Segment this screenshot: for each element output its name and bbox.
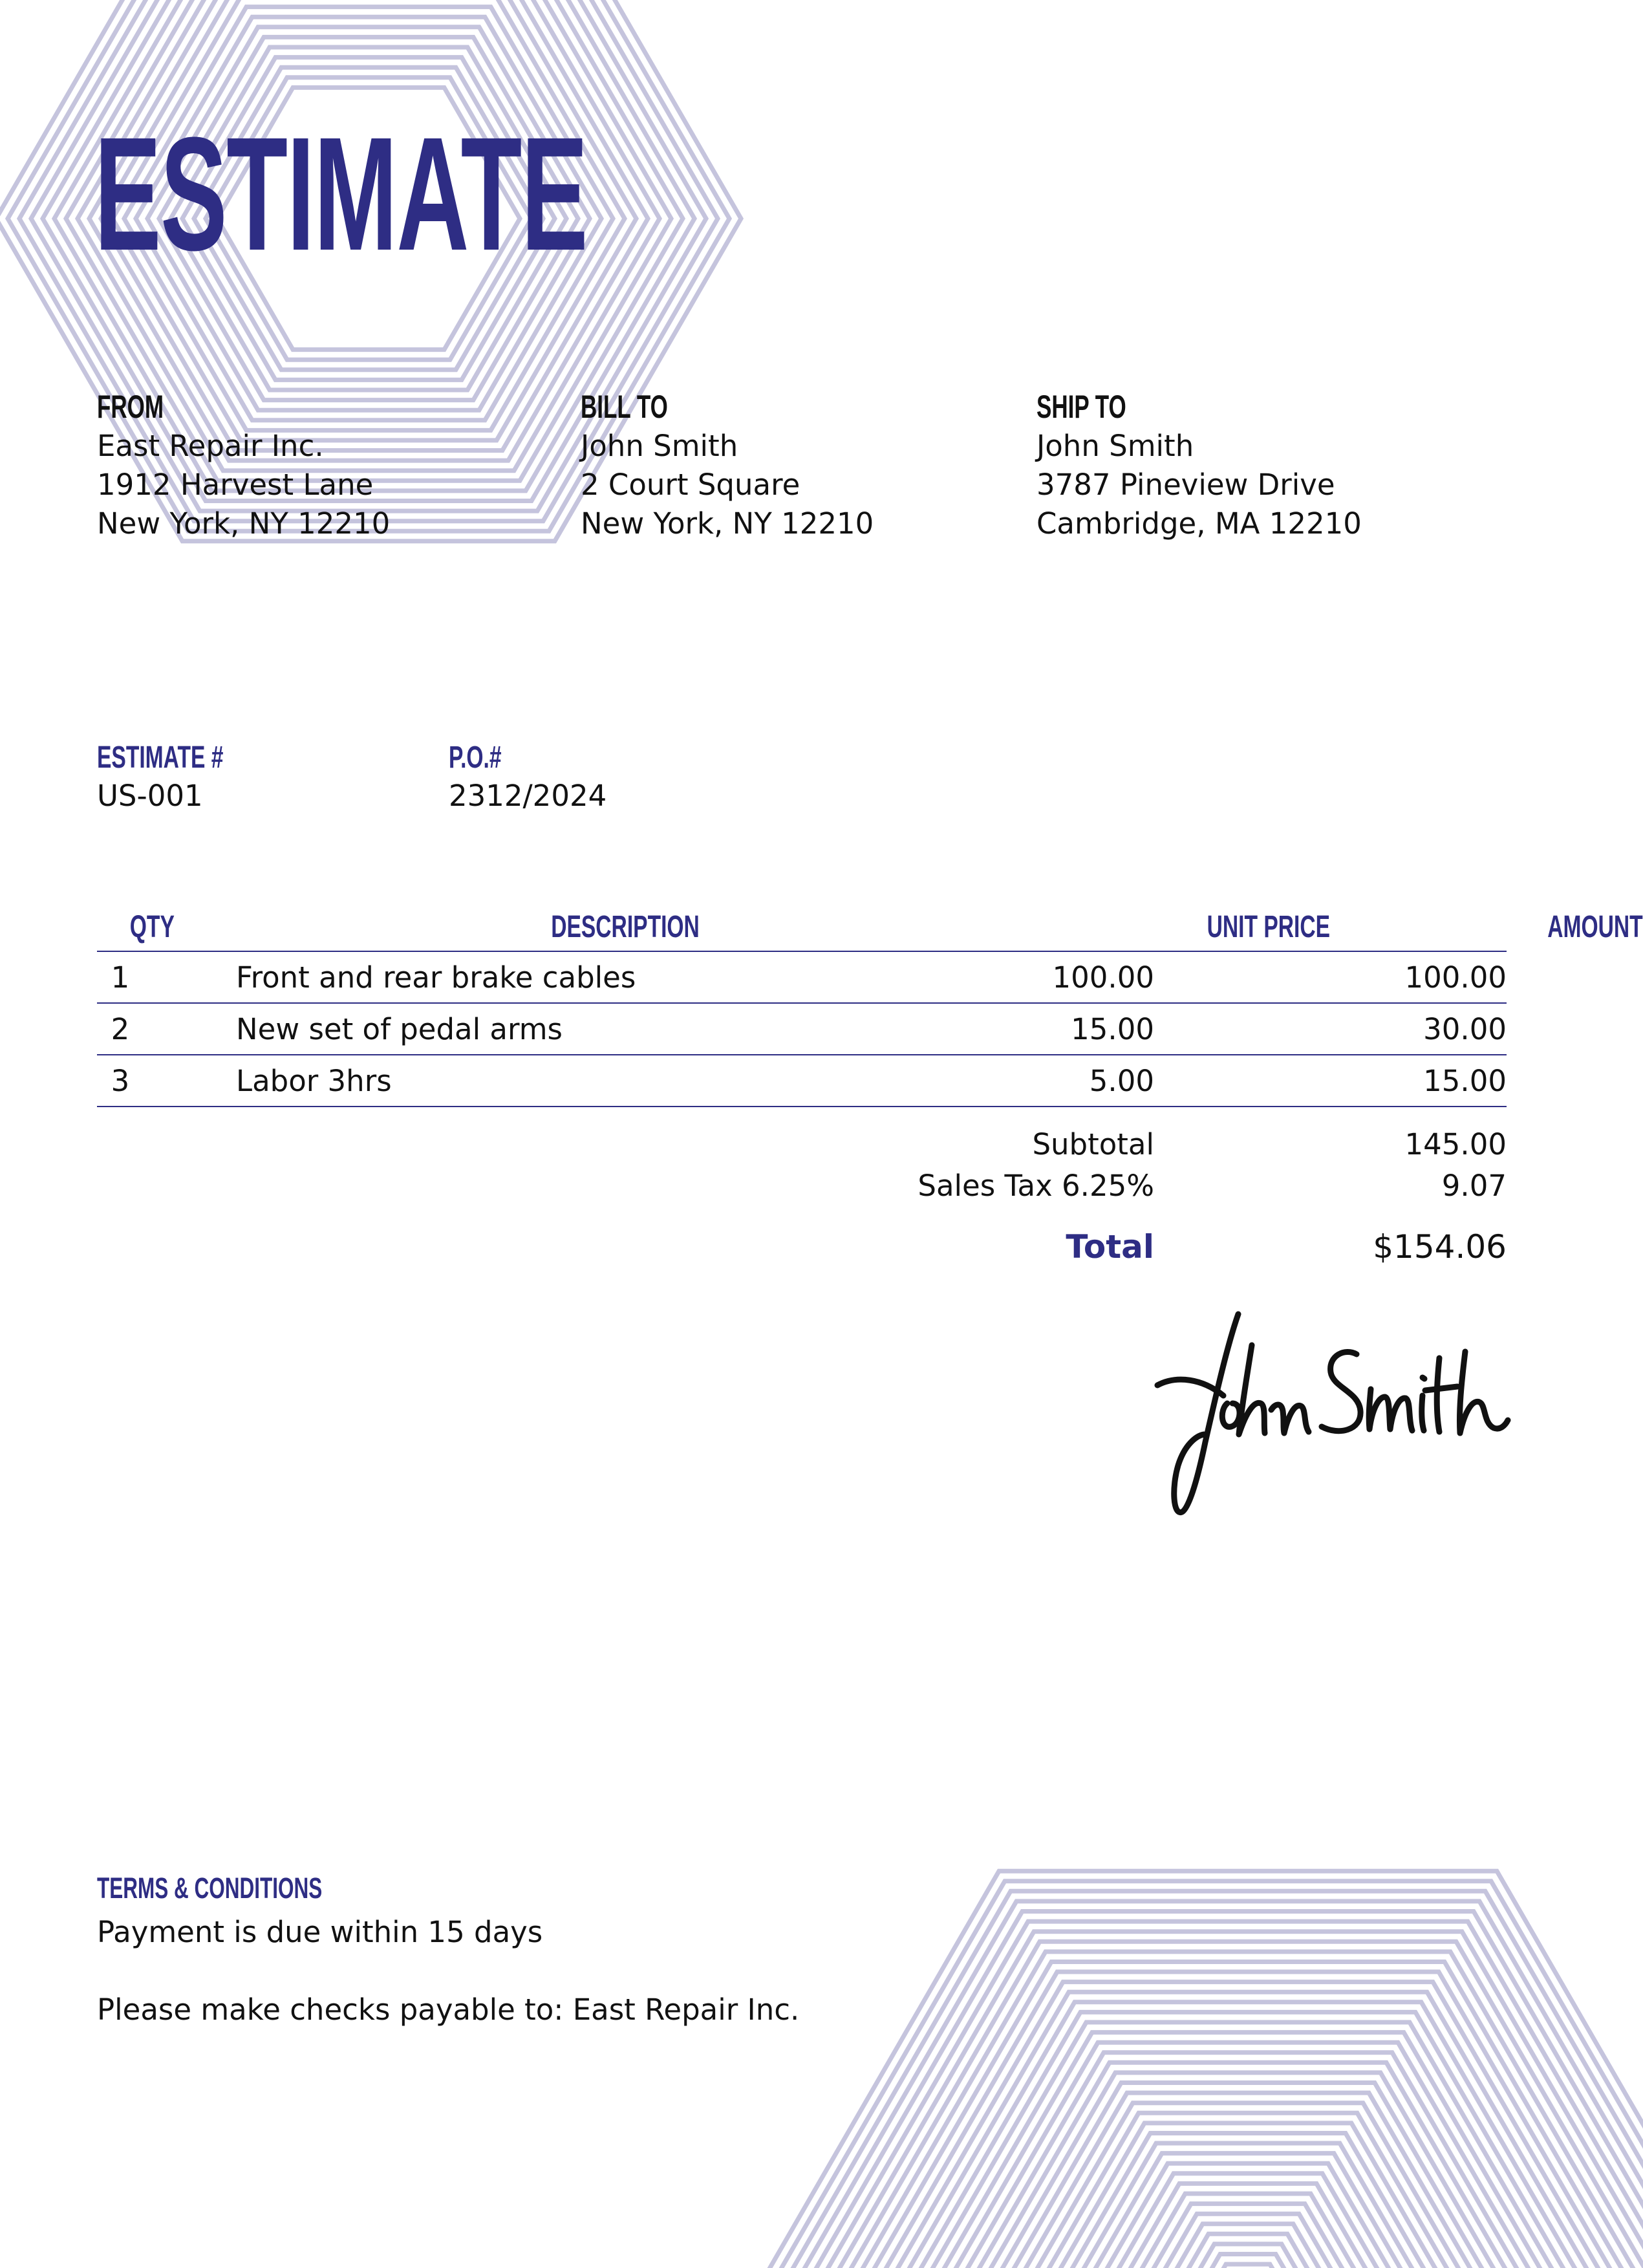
subtotal-value: 145.00 [1404, 1127, 1507, 1161]
from-heading: FROM [97, 389, 164, 425]
table-header [97, 898, 1643, 952]
ship-to-heading: SHIP TO [1036, 389, 1126, 425]
from-line: 1912 Harvest Lane [97, 468, 374, 502]
total-label: Total [1066, 1228, 1154, 1266]
unit-price-cell: 100.00 [1052, 960, 1154, 995]
description-cell: Labor 3hrs [236, 1064, 392, 1098]
terms-block [97, 1869, 799, 2029]
qty-cell: 3 [111, 1064, 130, 1098]
unit-price-column-header: UNIT PRICE [1207, 910, 1331, 944]
po-number-heading: P.O.# [449, 740, 502, 775]
terms-line: Payment is due within 15 days [97, 1915, 543, 1949]
estimate-number-value: US-001 [97, 779, 203, 813]
estimate-number-heading: ESTIMATE # [97, 740, 224, 775]
line-items-table [97, 898, 1643, 1107]
document-title: ESTIMATE [94, 103, 588, 284]
bill-to-line: 2 Court Square [581, 468, 800, 502]
from-block [97, 387, 511, 543]
bill-to-line: John Smith [581, 429, 738, 463]
ship-to-line: 3787 Pineview Drive [1036, 468, 1335, 502]
ship-to-block [1036, 387, 1450, 543]
hexagon-pattern-top [0, 0, 750, 660]
qty-column-header: QTY [129, 910, 175, 944]
ship-to-line: John Smith [1036, 429, 1194, 463]
unit-price-cell: 15.00 [1071, 1012, 1154, 1046]
bill-to-block [581, 387, 994, 543]
amount-column-header: AMOUNT [1547, 910, 1643, 944]
description-column-header: DESCRIPTION [550, 910, 700, 944]
table-row [97, 1055, 1507, 1107]
po-number-block [449, 738, 607, 815]
amount-cell: 30.00 [1423, 1012, 1507, 1046]
handwritten-signature [1151, 1306, 1513, 1526]
estimate-number-block [97, 738, 277, 815]
ship-to-line: Cambridge, MA 12210 [1036, 506, 1362, 541]
terms-heading: TERMS & CONDITIONS [97, 1872, 323, 1905]
table-row [97, 1004, 1507, 1055]
from-line: East Repair Inc. [97, 429, 324, 463]
from-line: New York, NY 12210 [97, 506, 391, 541]
total-value: $154.06 [1373, 1228, 1507, 1266]
description-cell: New set of pedal arms [236, 1012, 563, 1046]
subtotal-label: Subtotal [1032, 1127, 1154, 1161]
bill-to-heading: BILL TO [581, 389, 668, 425]
terms-line: Please make checks payable to: East Repair Inc. [97, 1993, 800, 2027]
hexagon-pattern-bottom [711, 1811, 1604, 2268]
po-number-value: 2312/2024 [449, 779, 607, 813]
table-row [97, 952, 1507, 1004]
bill-to-line: New York, NY 12210 [581, 506, 874, 541]
amount-cell: 100.00 [1404, 960, 1507, 995]
amount-cell: 15.00 [1423, 1064, 1507, 1098]
qty-cell: 1 [111, 960, 130, 995]
sales-tax-value: 9.07 [1441, 1169, 1507, 1203]
unit-price-cell: 5.00 [1089, 1064, 1154, 1098]
description-cell: Front and rear brake cables [236, 960, 636, 995]
hexagon-outline [1204, 2264, 1292, 2268]
qty-cell: 2 [111, 1012, 130, 1046]
sales-tax-label: Sales Tax 6.25% [918, 1169, 1154, 1203]
